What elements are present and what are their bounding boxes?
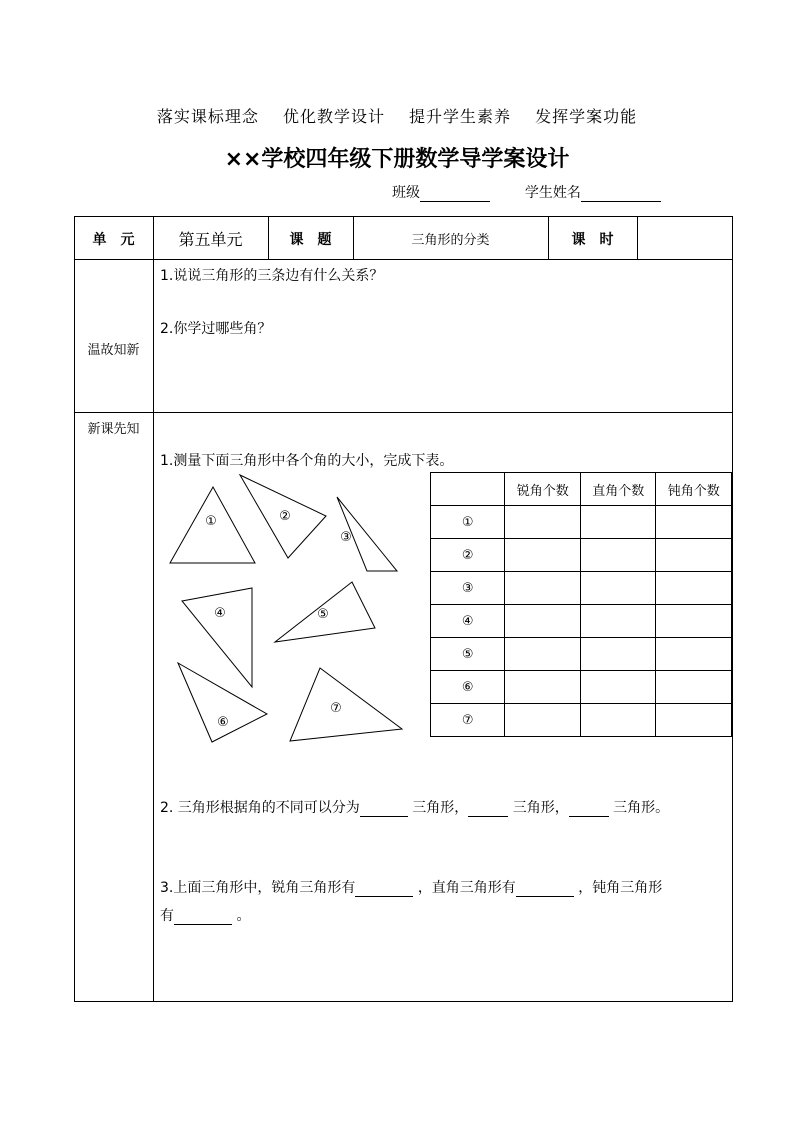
triangle-label-1: ① <box>205 514 217 529</box>
row-label: ⑥ <box>431 671 505 704</box>
class-name-line <box>392 182 661 202</box>
angle-count-table <box>430 472 732 737</box>
triangle-label-3: ③ <box>340 530 352 545</box>
table-header-right: 直角个数 <box>580 473 656 506</box>
motto-3: 提升学生素养 <box>409 107 512 126</box>
triangle-label-4: ④ <box>214 606 226 621</box>
triangle-7 <box>290 668 402 741</box>
table-cell[interactable] <box>580 704 656 737</box>
table-cell[interactable] <box>656 671 732 704</box>
triangle-label-2: ② <box>279 509 291 524</box>
table-cell[interactable] <box>580 605 656 638</box>
table-cell[interactable] <box>505 638 581 671</box>
newlesson-question-1: 1.测量下面三角形中各个角的大小，完成下表。 <box>160 453 454 469</box>
table-cell[interactable] <box>505 704 581 737</box>
table-row <box>431 605 732 638</box>
q3-text-c: ，钝角三角形 <box>578 880 663 896</box>
class-label: 班级 <box>392 185 420 201</box>
q3-blank-2[interactable] <box>516 882 574 897</box>
q2-text-d: 三角形。 <box>613 800 670 816</box>
table-row <box>431 506 732 539</box>
triangles-figure <box>160 470 410 750</box>
table-cell[interactable] <box>656 704 732 737</box>
table-cell[interactable] <box>505 539 581 572</box>
divider <box>637 216 638 259</box>
review-label: 温故知新 <box>87 343 140 358</box>
motto-line <box>0 104 794 127</box>
class-blank[interactable] <box>420 187 490 202</box>
period-label: 课 时 <box>571 232 614 248</box>
motto-2: 优化教学设计 <box>282 107 385 126</box>
newlesson-question-3-cont <box>160 905 250 925</box>
row-label: ③ <box>431 572 505 605</box>
triangle-4 <box>182 588 252 687</box>
table-cell[interactable] <box>580 506 656 539</box>
table-row <box>431 638 732 671</box>
divider <box>153 216 154 1002</box>
table-cell[interactable] <box>656 506 732 539</box>
student-name-blank[interactable] <box>581 187 661 202</box>
table-cell[interactable] <box>656 638 732 671</box>
newlesson-question-2 <box>160 797 669 817</box>
row-label: ① <box>431 506 505 539</box>
table-cell[interactable] <box>580 572 656 605</box>
table-cell[interactable] <box>580 539 656 572</box>
q2-blank-2[interactable] <box>468 802 508 817</box>
review-question-1: 1.说说三角形的三条边有什么关系？ <box>160 268 384 284</box>
table-cell[interactable] <box>505 572 581 605</box>
row-label: ② <box>431 539 505 572</box>
student-label: 学生姓名 <box>524 185 581 201</box>
lesson-label: 课 题 <box>289 232 332 248</box>
table-cell[interactable] <box>505 605 581 638</box>
table-cell[interactable] <box>580 638 656 671</box>
table-row <box>431 539 732 572</box>
unit-label: 单 元 <box>92 232 135 248</box>
lesson-value: 三角形的分类 <box>411 233 490 248</box>
q3-text-b: ，直角三角形有 <box>417 880 516 896</box>
q2-text-b: 三角形， <box>412 800 469 816</box>
table-header-obtuse: 钝角个数 <box>656 473 732 506</box>
q3-text-d: 有 <box>160 908 174 924</box>
table-cell[interactable] <box>656 539 732 572</box>
triangle-label-7: ⑦ <box>330 701 342 716</box>
triangle-label-6: ⑥ <box>217 715 229 730</box>
table-cell[interactable] <box>656 572 732 605</box>
q2-text-c: 三角形， <box>512 800 569 816</box>
table-cell[interactable] <box>656 605 732 638</box>
divider <box>74 412 733 413</box>
table-cell[interactable] <box>580 671 656 704</box>
review-question-2: 2.你学过哪些角？ <box>160 321 272 337</box>
row-label: ④ <box>431 605 505 638</box>
table-row <box>431 704 732 737</box>
q3-text-e: 。 <box>236 908 251 924</box>
table-cell[interactable] <box>505 671 581 704</box>
divider <box>74 259 733 260</box>
table-cell[interactable] <box>505 506 581 539</box>
row-label: ⑦ <box>431 704 505 737</box>
q3-blank-1[interactable] <box>355 882 413 897</box>
q2-blank-3[interactable] <box>569 802 609 817</box>
table-header-row <box>431 473 732 506</box>
motto-4: 发挥学案功能 <box>535 107 638 126</box>
newlesson-label: 新课先知 <box>87 422 140 437</box>
page-title: ××学校四年级下册数学导学案设计 <box>224 147 570 172</box>
table-header-blank <box>431 473 505 506</box>
triangle-6 <box>178 663 267 742</box>
newlesson-question-3 <box>160 877 662 897</box>
triangle-label-5: ⑤ <box>317 607 329 622</box>
q2-blank-1[interactable] <box>360 802 408 817</box>
motto-1: 落实课标理念 <box>156 107 259 126</box>
table-row <box>431 572 732 605</box>
row-label: ⑤ <box>431 638 505 671</box>
q3-text-a: 3.上面三角形中，锐角三角形有 <box>160 880 356 896</box>
table-header-acute: 锐角个数 <box>505 473 581 506</box>
unit-value: 第五单元 <box>178 230 243 249</box>
q2-text-a: 2. 三角形根据角的不同可以分为 <box>160 800 360 816</box>
table-row <box>431 671 732 704</box>
q3-blank-3[interactable] <box>174 910 232 925</box>
